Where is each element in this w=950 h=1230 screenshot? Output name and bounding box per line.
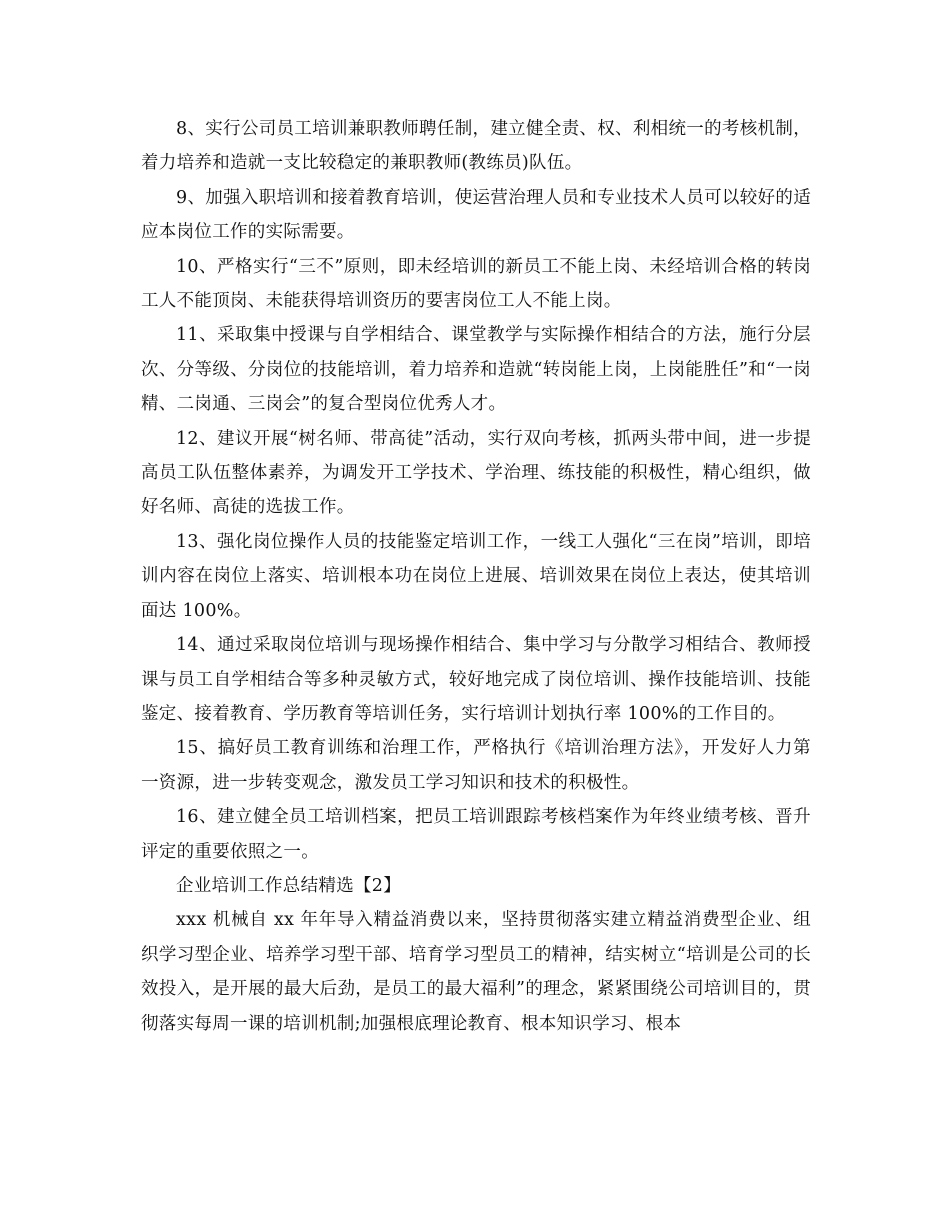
- paragraph-item-8: 8、实行公司员工培训兼职教师聘任制，建立健全责、权、利相统一的考核机制，着力培养和造就一支比较稳定的兼职教师(教练员)队伍。: [141, 119, 811, 174]
- paragraph-item-12: 12、建议开展“树名师、带高徒”活动，实行双向考核，抓两头带中间，进一步提高员工队伍整体素养，为调发开工学技术、学治理、练技能的积极性，精心组织，做好名师、高徒的选拔工作。: [141, 428, 811, 518]
- paragraph-item-15: 15、搞好员工教育训练和治理工作，严格执行《培训治理方法》，开发好人力第一资源，进一步转变观念，激发员工学习知识和技术的积极性。: [141, 738, 811, 793]
- paragraph-intro: xxx 机械自 xx 年年导入精益消费以来，坚持贯彻落实建立精益消费型企业、组织学习型企业、培养学习型干部、培育学习型员工的精神，结实树立“培训是公司的长效投入，是开展的最大后劲，是员工的最大福利”的理念，紧紧围绕公司培训目的，贯彻落实每周一课的培训机制;加强根底理论教育、根本知识学习、根本: [141, 910, 811, 1034]
- paragraph-item-11: 11、采取集中授课与自学相结合、课堂教学与实际操作相结合的方法，施行分层次、分等级、分岗位的技能培训，着力培养和造就“转岗能上岗，上岗能胜任”和“一岗精、二岗通、三岗会”的复合型岗位优秀人才。: [141, 325, 811, 415]
- document-body: [141, 112, 811, 1041]
- paragraph-item-13: 13、强化岗位操作人员的技能鉴定培训工作，一线工人强化“三在岗”培训，即培训内容在岗位上落实、培训根本功在岗位上进展、培训效果在岗位上表达，使其培训面达 100%。: [141, 531, 811, 621]
- paragraph-item-9: 9、加强入职培训和接着教育培训，使运营治理人员和专业技术人员可以较好的适应本岗位工作的实际需要。: [141, 187, 811, 243]
- section-heading: 企业培训工作总结精选【2】: [176, 875, 402, 896]
- paragraph-item-10: 10、严格实行“三不”原则，即未经培训的新员工不能上岗、未经培训合格的转岗工人不能顶岗、未能获得培训资历的要害岗位工人不能上岗。: [141, 256, 811, 312]
- paragraph-item-16: 16、建立健全员工培训档案，把员工培训跟踪考核档案作为年终业绩考核、晋升评定的重要依照之一。: [141, 807, 811, 862]
- paragraph-item-14: 14、通过采取岗位培训与现场操作相结合、集中学习与分散学习相结合、教师授课与员工自学相结合等多种灵敏方式，较好地完成了岗位培训、操作技能培训、技能鉴定、接着教育、学历教育等培训任务，实行培训计划执行率 100%的工作目的。: [141, 635, 811, 724]
